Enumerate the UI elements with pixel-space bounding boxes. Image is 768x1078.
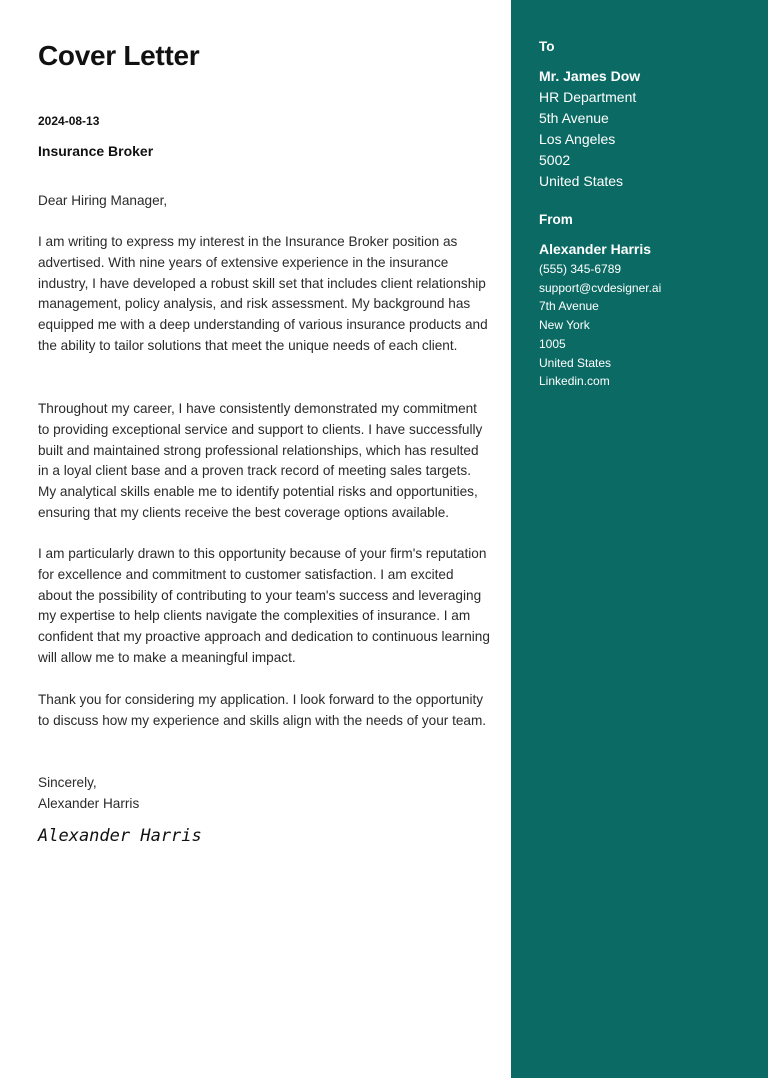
recipient-city: Los Angeles [539, 131, 616, 147]
sender-country: United States [539, 355, 612, 370]
sender-email: support@cvdesigner.ai [539, 280, 662, 295]
closing: Sincerely, [38, 775, 97, 790]
paragraph-1: I am writing to express my interest in the Insurance Broker position as advertised. With nine years of extensive experience in the insurance industry, I have developed a robust skill set that includes client relationship management, policy analysis, and risk assessment. My background has equipped me with a deep understanding of various insurance products and the ability to tailor solutions that meet the unique needs of each client. [38, 234, 488, 353]
recipient-address [539, 87, 636, 192]
greeting: Dear Hiring Manager, [38, 193, 168, 208]
paragraph-2: Throughout my career, I have consistently demonstrated my commitment to providing exceptional service and support to clients. I have successfully built and maintained strong professional relationships, which has resulted in a loyal client base and a proven track record of meeting sales targets. My analytical skills enable me to identify potential risks and opportunities, ensuring that my clients receive the best coverage options available. [38, 401, 483, 520]
closing-name: Alexander Harris [38, 796, 140, 811]
recipient-country: United States [539, 173, 624, 189]
paragraph-3: I am particularly drawn to this opportunity because of your firm's reputation for excellence and commitment to customer satisfaction. I am excited about the possibility of contributing to your team's success and leveraging my expertise to help clients navigate the complexities of insurance. I am confident that my proactive approach and dedication to continuous learning will allow me to make a meaningful impact. [38, 546, 490, 665]
sender-phone: (555) 345-6789 [539, 262, 622, 276]
to-heading: To [539, 39, 555, 54]
contact-sidebar [511, 0, 768, 1078]
sender-city: New York [539, 318, 590, 333]
letter-date: 2024-08-13 [38, 114, 100, 128]
paragraph-4: Thank you for considering my application. I look forward to the opportunity to discuss how my experience and skills align with the needs of your team. [38, 692, 487, 728]
sender-postal-code: 1005 [539, 336, 566, 351]
from-heading: From [539, 212, 573, 227]
sender-name: Alexander Harris [539, 241, 652, 257]
sender-street: 7th Avenue [539, 299, 599, 314]
recipient-name: Mr. James Dow [539, 68, 641, 84]
signature: Alexander Harris [38, 826, 202, 846]
sender-linkedin: Linkedin.com [539, 374, 610, 389]
recipient-department: HR Department [539, 89, 637, 105]
page-title: Cover Letter [38, 40, 200, 71]
recipient-street: 5th Avenue [539, 110, 609, 126]
job-position: Insurance Broker [38, 143, 154, 159]
sender-contact [539, 260, 661, 391]
recipient-postal-code: 5002 [539, 152, 571, 168]
